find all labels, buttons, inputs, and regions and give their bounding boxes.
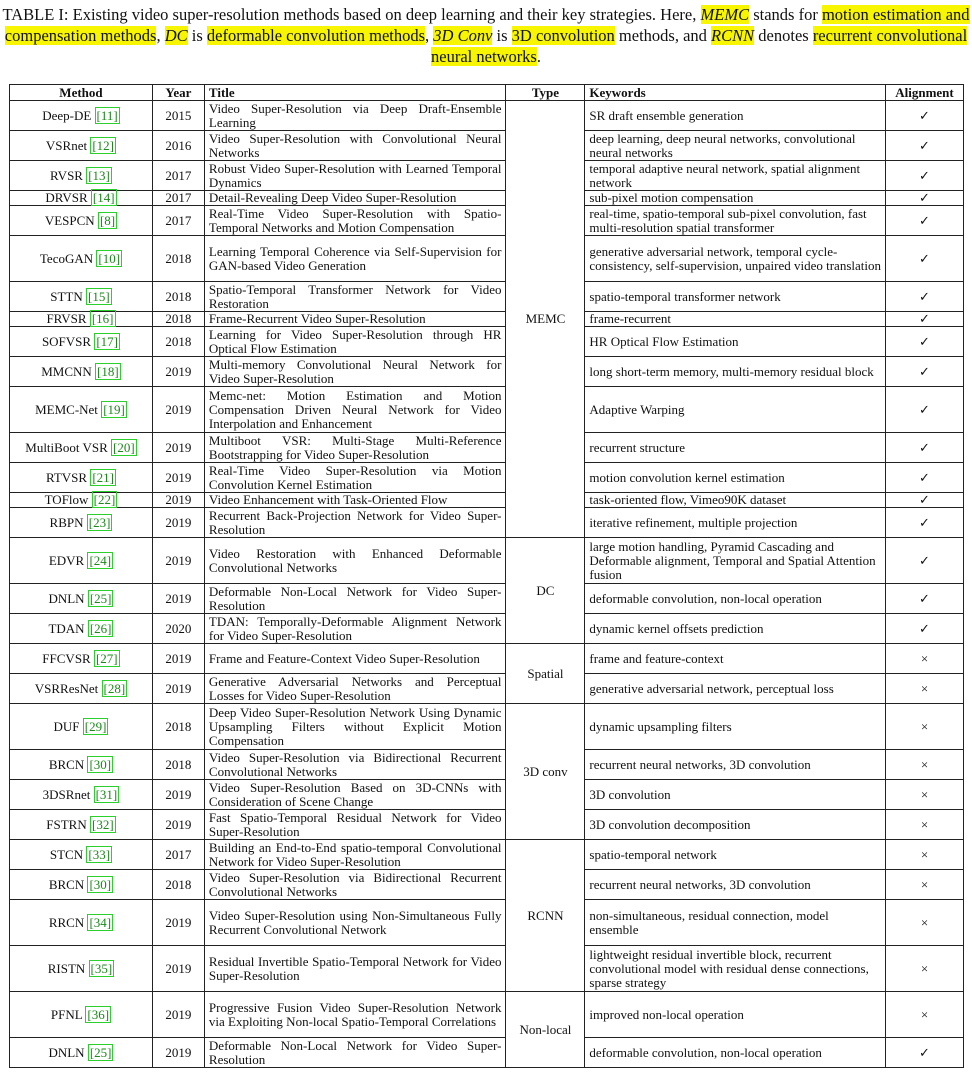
cell-alignment: ✓	[885, 387, 963, 433]
method-name: TOFlow	[44, 492, 89, 507]
cell-alignment: ✓	[885, 236, 963, 282]
cell-year: 2016	[152, 131, 204, 161]
cell-method	[10, 900, 153, 946]
citation-link[interactable]: [29]	[84, 718, 107, 734]
cell-alignment: ×	[885, 900, 963, 946]
cell-keywords: generative adversarial network, temporal cycle-consistency, self-supervision, unpaired video translation	[585, 236, 886, 282]
cell-keywords: deformable convolution, non-local operation	[585, 584, 886, 614]
method-name: STTN	[50, 288, 83, 304]
citation-link[interactable]: [19]	[103, 401, 125, 417]
table-row	[10, 191, 964, 206]
citation-link[interactable]: [28]	[103, 680, 126, 696]
caption-text: stands for	[749, 5, 822, 24]
table-header-row	[10, 85, 964, 101]
cell-alignment: ×	[885, 780, 963, 810]
cell-title: Detail-Revealing Deep Video Super-Resolution	[204, 191, 506, 206]
table-row	[10, 312, 964, 327]
caption-dc-desc: deformable convolution methods	[206, 26, 426, 45]
caption-memc-desc: motion estimation and compensation methods	[4, 5, 970, 45]
caption-3dconv: 3D Conv	[433, 26, 493, 45]
caption-rcnn: RCNN	[711, 26, 755, 45]
header-type: Type	[506, 85, 585, 101]
cell-title: Building an End-to-End spatio-temporal Convolutional Network for Video Super-Resolution	[204, 840, 506, 870]
cell-method	[10, 282, 153, 312]
cell-title: Robust Video Super-Resolution with Learned Temporal Dynamics	[204, 161, 506, 191]
table-caption	[0, 4, 972, 67]
method-name: RISTN	[47, 960, 86, 976]
method-name: STCN	[49, 846, 84, 862]
cell-method	[10, 780, 153, 810]
citation-link[interactable]: [25]	[89, 590, 112, 606]
header-year: Year	[152, 85, 204, 101]
cell-keywords: generative adversarial network, perceptual loss	[585, 674, 886, 704]
cell-keywords: task-oriented flow, Vimeo90K dataset	[585, 493, 886, 508]
cell-method	[10, 101, 153, 131]
table-row	[10, 674, 964, 704]
citation-link[interactable]: [30]	[89, 756, 112, 772]
table-row	[10, 810, 964, 840]
citation-link[interactable]: [8]	[99, 212, 116, 228]
table-row	[10, 327, 964, 357]
cell-type: RCNN	[506, 840, 585, 992]
cell-year: 2017	[152, 206, 204, 236]
method-name: VSRResNet	[34, 680, 99, 696]
cell-year: 2015	[152, 101, 204, 131]
cell-alignment: ×	[885, 644, 963, 674]
method-name: TecoGAN	[39, 250, 94, 266]
caption-text: ,	[425, 26, 434, 45]
cell-alignment: ×	[885, 750, 963, 780]
citation-link[interactable]: [25]	[89, 1044, 112, 1060]
citation-link[interactable]: [10]	[98, 250, 121, 266]
cell-year: 2020	[152, 614, 204, 644]
cell-title: Progressive Fusion Video Super-Resolution Network via Exploiting Non-local Spatio-Temporal Correlations	[204, 992, 506, 1038]
cell-title: Generative Adversarial Networks and Perceptual Losses for Video Super-Resolution	[204, 674, 506, 704]
method-name: FFCVSR	[42, 650, 91, 666]
cell-alignment: ✓	[885, 161, 963, 191]
citation-link[interactable]: [27]	[95, 650, 118, 666]
cell-keywords: non-simultaneous, residual connection, model ensemble	[585, 900, 886, 946]
cell-method	[10, 614, 153, 644]
citation-link[interactable]: [23]	[88, 514, 111, 530]
cell-year: 2019	[152, 900, 204, 946]
cell-title: Video Super-Resolution via Bidirectional Recurrent Convolutional Networks	[204, 870, 506, 900]
caption-text: TABLE I: Existing video super-resolution methods based on deep learning and their key strategies. Here,	[2, 5, 701, 24]
cell-keywords: iterative refinement, multiple projection	[585, 508, 886, 538]
caption-text: .	[536, 47, 541, 66]
cell-year: 2019	[152, 508, 204, 538]
table-row	[10, 282, 964, 312]
header-alignment: Alignment	[885, 85, 963, 101]
table-row	[10, 1038, 964, 1068]
cell-keywords: deep learning, deep neural networks, convolutional neural networks	[585, 131, 886, 161]
cell-year: 2019	[152, 644, 204, 674]
cell-alignment: ✓	[885, 131, 963, 161]
method-name: FSTRN	[46, 816, 87, 832]
cell-method	[10, 131, 153, 161]
cell-method	[10, 191, 153, 206]
cell-title: Frame-Recurrent Video Super-Resolution	[204, 312, 506, 327]
cell-title: Memc-net: Motion Estimation and Motion Compensation Driven Neural Network for Video Interpolation and Enhancement	[204, 387, 506, 433]
cell-title: Deformable Non-Local Network for Video Super-Resolution	[204, 1038, 506, 1068]
citation-link[interactable]: [12]	[92, 137, 115, 153]
caption-rcnn-desc: recurrent convolutional neural networks	[431, 26, 968, 66]
cell-title: Multiboot VSR: Multi-Stage Multi-Reference Bootstrapping for Video Super-Resolution	[204, 433, 506, 463]
table-row	[10, 614, 964, 644]
cell-keywords: 3D convolution decomposition	[585, 810, 886, 840]
cell-keywords: frame-recurrent	[585, 312, 886, 327]
cell-keywords: HR Optical Flow Estimation	[585, 327, 886, 357]
cell-title: Deep Video Super-Resolution Network Using Dynamic Upsampling Filters without Explicit Motion Compensation	[204, 704, 506, 750]
cell-method	[10, 312, 153, 327]
citation-link[interactable]: [36]	[87, 1006, 110, 1022]
citation-link[interactable]: [15]	[88, 288, 110, 304]
cell-alignment: ×	[885, 810, 963, 840]
cell-title: Video Super-Resolution using Non-Simultaneous Fully Recurrent Convolutional Network	[204, 900, 506, 946]
header-keywords: Keywords	[585, 85, 886, 101]
cell-method	[10, 327, 153, 357]
table-row	[10, 992, 964, 1038]
cell-keywords: lightweight residual invertible block, recurrent convolutional model with residual dense connections, sparse strategy	[585, 946, 886, 992]
citation-link[interactable]: [30]	[89, 876, 112, 892]
caption-text: is	[187, 26, 207, 45]
cell-alignment: ✓	[885, 206, 963, 236]
cell-year: 2018	[152, 870, 204, 900]
cell-keywords: dynamic kernel offsets prediction	[585, 614, 886, 644]
cell-year: 2019	[152, 810, 204, 840]
method-name: VESPCN	[44, 212, 95, 228]
cell-alignment: ✓	[885, 282, 963, 312]
method-name: DRVSR	[45, 190, 88, 205]
table-row	[10, 584, 964, 614]
citation-link[interactable]: [21]	[92, 469, 114, 485]
citation-link[interactable]: [17]	[96, 333, 118, 349]
cell-keywords: recurrent structure	[585, 433, 886, 463]
cell-method	[10, 946, 153, 992]
table-row	[10, 644, 964, 674]
cell-keywords: real-time, spatio-temporal sub-pixel convolution, fast multi-resolution spatial transformer	[585, 206, 886, 236]
cell-method	[10, 493, 153, 508]
cell-title: Fast Spatio-Temporal Residual Network for Video Super-Resolution	[204, 810, 506, 840]
cell-title: Multi-memory Convolutional Neural Network for Video Super-Resolution	[204, 357, 506, 387]
cell-title: Video Super-Resolution Based on 3D-CNNs with Consideration of Scene Change	[204, 780, 506, 810]
method-name: EDVR	[48, 552, 85, 568]
cell-year: 2018	[152, 236, 204, 282]
method-name: VSRnet	[45, 137, 88, 153]
cell-year: 2018	[152, 312, 204, 327]
citation-link[interactable]: [34]	[89, 914, 112, 930]
table-row	[10, 206, 964, 236]
cell-method	[10, 674, 153, 704]
method-name: BRCN	[48, 876, 85, 892]
method-name: RVSR	[50, 167, 83, 183]
cell-alignment: ✓	[885, 327, 963, 357]
cell-keywords: spatio-temporal transformer network	[585, 282, 886, 312]
cell-keywords: motion convolution kernel estimation	[585, 463, 886, 493]
caption-text: methods, and	[614, 26, 712, 45]
table-row	[10, 463, 964, 493]
caption-text: ,	[156, 26, 165, 45]
table-row	[10, 538, 964, 584]
table-row	[10, 946, 964, 992]
method-name: 3DSRnet	[42, 786, 91, 802]
cell-alignment: ×	[885, 840, 963, 870]
cell-title: Video Restoration with Enhanced Deformable Convolutional Networks	[204, 538, 506, 584]
cell-year: 2019	[152, 946, 204, 992]
cell-keywords: dynamic upsampling filters	[585, 704, 886, 750]
cell-year: 2018	[152, 750, 204, 780]
cell-method	[10, 870, 153, 900]
cell-keywords: improved non-local operation	[585, 992, 886, 1038]
method-name: MMCNN	[41, 363, 92, 379]
table-row	[10, 101, 964, 131]
caption-memc: MEMC	[700, 5, 750, 24]
cell-alignment: ✓	[885, 614, 963, 644]
cell-alignment: ✓	[885, 1038, 963, 1068]
table-row	[10, 780, 964, 810]
cell-year: 2017	[152, 840, 204, 870]
table-row	[10, 161, 964, 191]
citation-link[interactable]: [13]	[88, 167, 110, 183]
cell-year: 2017	[152, 161, 204, 191]
cell-method	[10, 840, 153, 870]
cell-year: 2019	[152, 584, 204, 614]
method-name: TDAN	[48, 620, 85, 636]
cell-alignment: ✓	[885, 357, 963, 387]
cell-method	[10, 206, 153, 236]
citation-link[interactable]: [18]	[97, 363, 119, 379]
cell-title: TDAN: Temporally-Deformable Alignment Network for Video Super-Resolution	[204, 614, 506, 644]
method-name: RTVSR	[45, 469, 88, 485]
method-name: SOFVSR	[41, 333, 92, 349]
cell-keywords: SR draft ensemble generation	[585, 101, 886, 131]
cell-method	[10, 704, 153, 750]
table-row	[10, 236, 964, 282]
caption-text: denotes	[754, 26, 813, 45]
table-row	[10, 900, 964, 946]
table-row	[10, 131, 964, 161]
cell-year: 2019	[152, 1038, 204, 1068]
table-row	[10, 704, 964, 750]
header-title: Title	[204, 85, 506, 101]
cell-title: Video Enhancement with Task-Oriented Flow	[204, 493, 506, 508]
method-name: DNLN	[48, 1044, 85, 1060]
cell-title: Learning for Video Super-Resolution through HR Optical Flow Estimation	[204, 327, 506, 357]
cell-method	[10, 433, 153, 463]
table-row	[10, 508, 964, 538]
cell-alignment: ✓	[885, 463, 963, 493]
caption-3dconv-desc: 3D convolution	[511, 26, 615, 45]
cell-alignment: ×	[885, 992, 963, 1038]
cell-keywords: sub-pixel motion compensation	[585, 191, 886, 206]
cell-method	[10, 236, 153, 282]
table-row	[10, 840, 964, 870]
cell-keywords: long short-term memory, multi-memory residual block	[585, 357, 886, 387]
cell-method	[10, 463, 153, 493]
citation-link[interactable]: [24]	[89, 552, 112, 568]
cell-alignment: ✓	[885, 508, 963, 538]
table-row	[10, 870, 964, 900]
method-name: RBPN	[49, 514, 84, 530]
method-name: MultiBoot VSR	[25, 439, 108, 455]
cell-title: Video Super-Resolution with Convolutional Neural Networks	[204, 131, 506, 161]
method-name: PFNL	[50, 1006, 83, 1022]
citation-link[interactable]: [26]	[89, 620, 112, 636]
cell-method	[10, 992, 153, 1038]
cell-title: Recurrent Back-Projection Network for Video Super-Resolution	[204, 508, 506, 538]
cell-year: 2019	[152, 992, 204, 1038]
cell-method	[10, 387, 153, 433]
cell-type: Non-local	[506, 992, 585, 1068]
cell-title: Frame and Feature-Context Video Super-Resolution	[204, 644, 506, 674]
citation-link[interactable]: [32]	[92, 816, 114, 832]
table-row	[10, 357, 964, 387]
cell-keywords: temporal adaptive neural network, spatial alignment network	[585, 161, 886, 191]
cell-year: 2018	[152, 704, 204, 750]
cell-alignment: ×	[885, 870, 963, 900]
table-row	[10, 387, 964, 433]
cell-title: Learning Temporal Coherence via Self-Supervision for GAN-based Video Generation	[204, 236, 506, 282]
cell-keywords: large motion handling, Pyramid Cascading and Deformable alignment, Temporal and Spatial Attention fusion	[585, 538, 886, 584]
citation-link[interactable]: [31]	[95, 786, 118, 802]
cell-title: Spatio-Temporal Transformer Network for Video Restoration	[204, 282, 506, 312]
method-name: DUF	[53, 718, 80, 734]
method-name: DNLN	[48, 590, 85, 606]
cell-keywords: 3D convolution	[585, 780, 886, 810]
cell-alignment: ✓	[885, 191, 963, 206]
header-method: Method	[10, 85, 153, 101]
cell-method	[10, 508, 153, 538]
cell-keywords: Adaptive Warping	[585, 387, 886, 433]
table-row	[10, 433, 964, 463]
cell-alignment: ×	[885, 946, 963, 992]
cell-title: Real-Time Video Super-Resolution with Spatio-Temporal Networks and Motion Compensation	[204, 206, 506, 236]
methods-table	[9, 84, 964, 1068]
cell-method	[10, 750, 153, 780]
cell-year: 2019	[152, 674, 204, 704]
cell-type: DC	[506, 538, 585, 644]
cell-year: 2019	[152, 780, 204, 810]
cell-keywords: deformable convolution, non-local operation	[585, 1038, 886, 1068]
cell-year: 2019	[152, 433, 204, 463]
caption-dc: DC	[164, 26, 188, 45]
cell-year: 2019	[152, 357, 204, 387]
method-name: MEMC-Net	[35, 401, 98, 417]
cell-title: Video Super-Resolution via Deep Draft-Ensemble Learning	[204, 101, 506, 131]
table-row	[10, 493, 964, 508]
citation-link[interactable]: [33]	[88, 846, 111, 862]
cell-keywords: recurrent neural networks, 3D convolution	[585, 870, 886, 900]
cell-type: MEMC	[506, 101, 585, 538]
cell-keywords: spatio-temporal network	[585, 840, 886, 870]
cell-alignment: ✓	[885, 538, 963, 584]
citation-link[interactable]: [35]	[90, 960, 113, 976]
cell-title: Residual Invertible Spatio-Temporal Network for Video Super-Resolution	[204, 946, 506, 992]
cell-alignment: ✓	[885, 433, 963, 463]
cell-year: 2018	[152, 282, 204, 312]
cell-year: 2019	[152, 463, 204, 493]
cell-method	[10, 584, 153, 614]
cell-year: 2019	[152, 387, 204, 433]
cell-alignment: ✓	[885, 493, 963, 508]
cell-method	[10, 161, 153, 191]
citation-link[interactable]: [16]	[91, 311, 114, 326]
table-row	[10, 750, 964, 780]
method-name: RRCN	[48, 914, 85, 930]
cell-alignment: ×	[885, 674, 963, 704]
citation-link[interactable]: [11]	[96, 107, 118, 123]
cell-type: 3D conv	[506, 704, 585, 840]
cell-year: 2019	[152, 493, 204, 508]
method-name: BRCN	[48, 756, 85, 772]
cell-method	[10, 810, 153, 840]
cell-method	[10, 644, 153, 674]
cell-alignment: ✓	[885, 312, 963, 327]
method-name: FRVSR	[46, 311, 87, 326]
cell-year: 2017	[152, 191, 204, 206]
method-name: Deep-DE	[42, 107, 92, 123]
cell-title: Real-Time Video Super-Resolution via Motion Convolution Kernel Estimation	[204, 463, 506, 493]
cell-method	[10, 1038, 153, 1068]
cell-year: 2018	[152, 327, 204, 357]
cell-type: Spatial	[506, 644, 585, 704]
cell-alignment: ×	[885, 704, 963, 750]
cell-method	[10, 538, 153, 584]
caption-text: is	[492, 26, 512, 45]
cell-method	[10, 357, 153, 387]
citation-link[interactable]: [22]	[93, 492, 116, 507]
cell-year: 2019	[152, 538, 204, 584]
cell-title: Deformable Non-Local Network for Video Super-Resolution	[204, 584, 506, 614]
cell-alignment: ✓	[885, 101, 963, 131]
cell-keywords: frame and feature-context	[585, 644, 886, 674]
citation-link[interactable]: [20]	[113, 439, 135, 455]
cell-title: Video Super-Resolution via Bidirectional Recurrent Convolutional Networks	[204, 750, 506, 780]
citation-link[interactable]: [14]	[92, 190, 115, 205]
cell-keywords: recurrent neural networks, 3D convolution	[585, 750, 886, 780]
cell-alignment: ✓	[885, 584, 963, 614]
